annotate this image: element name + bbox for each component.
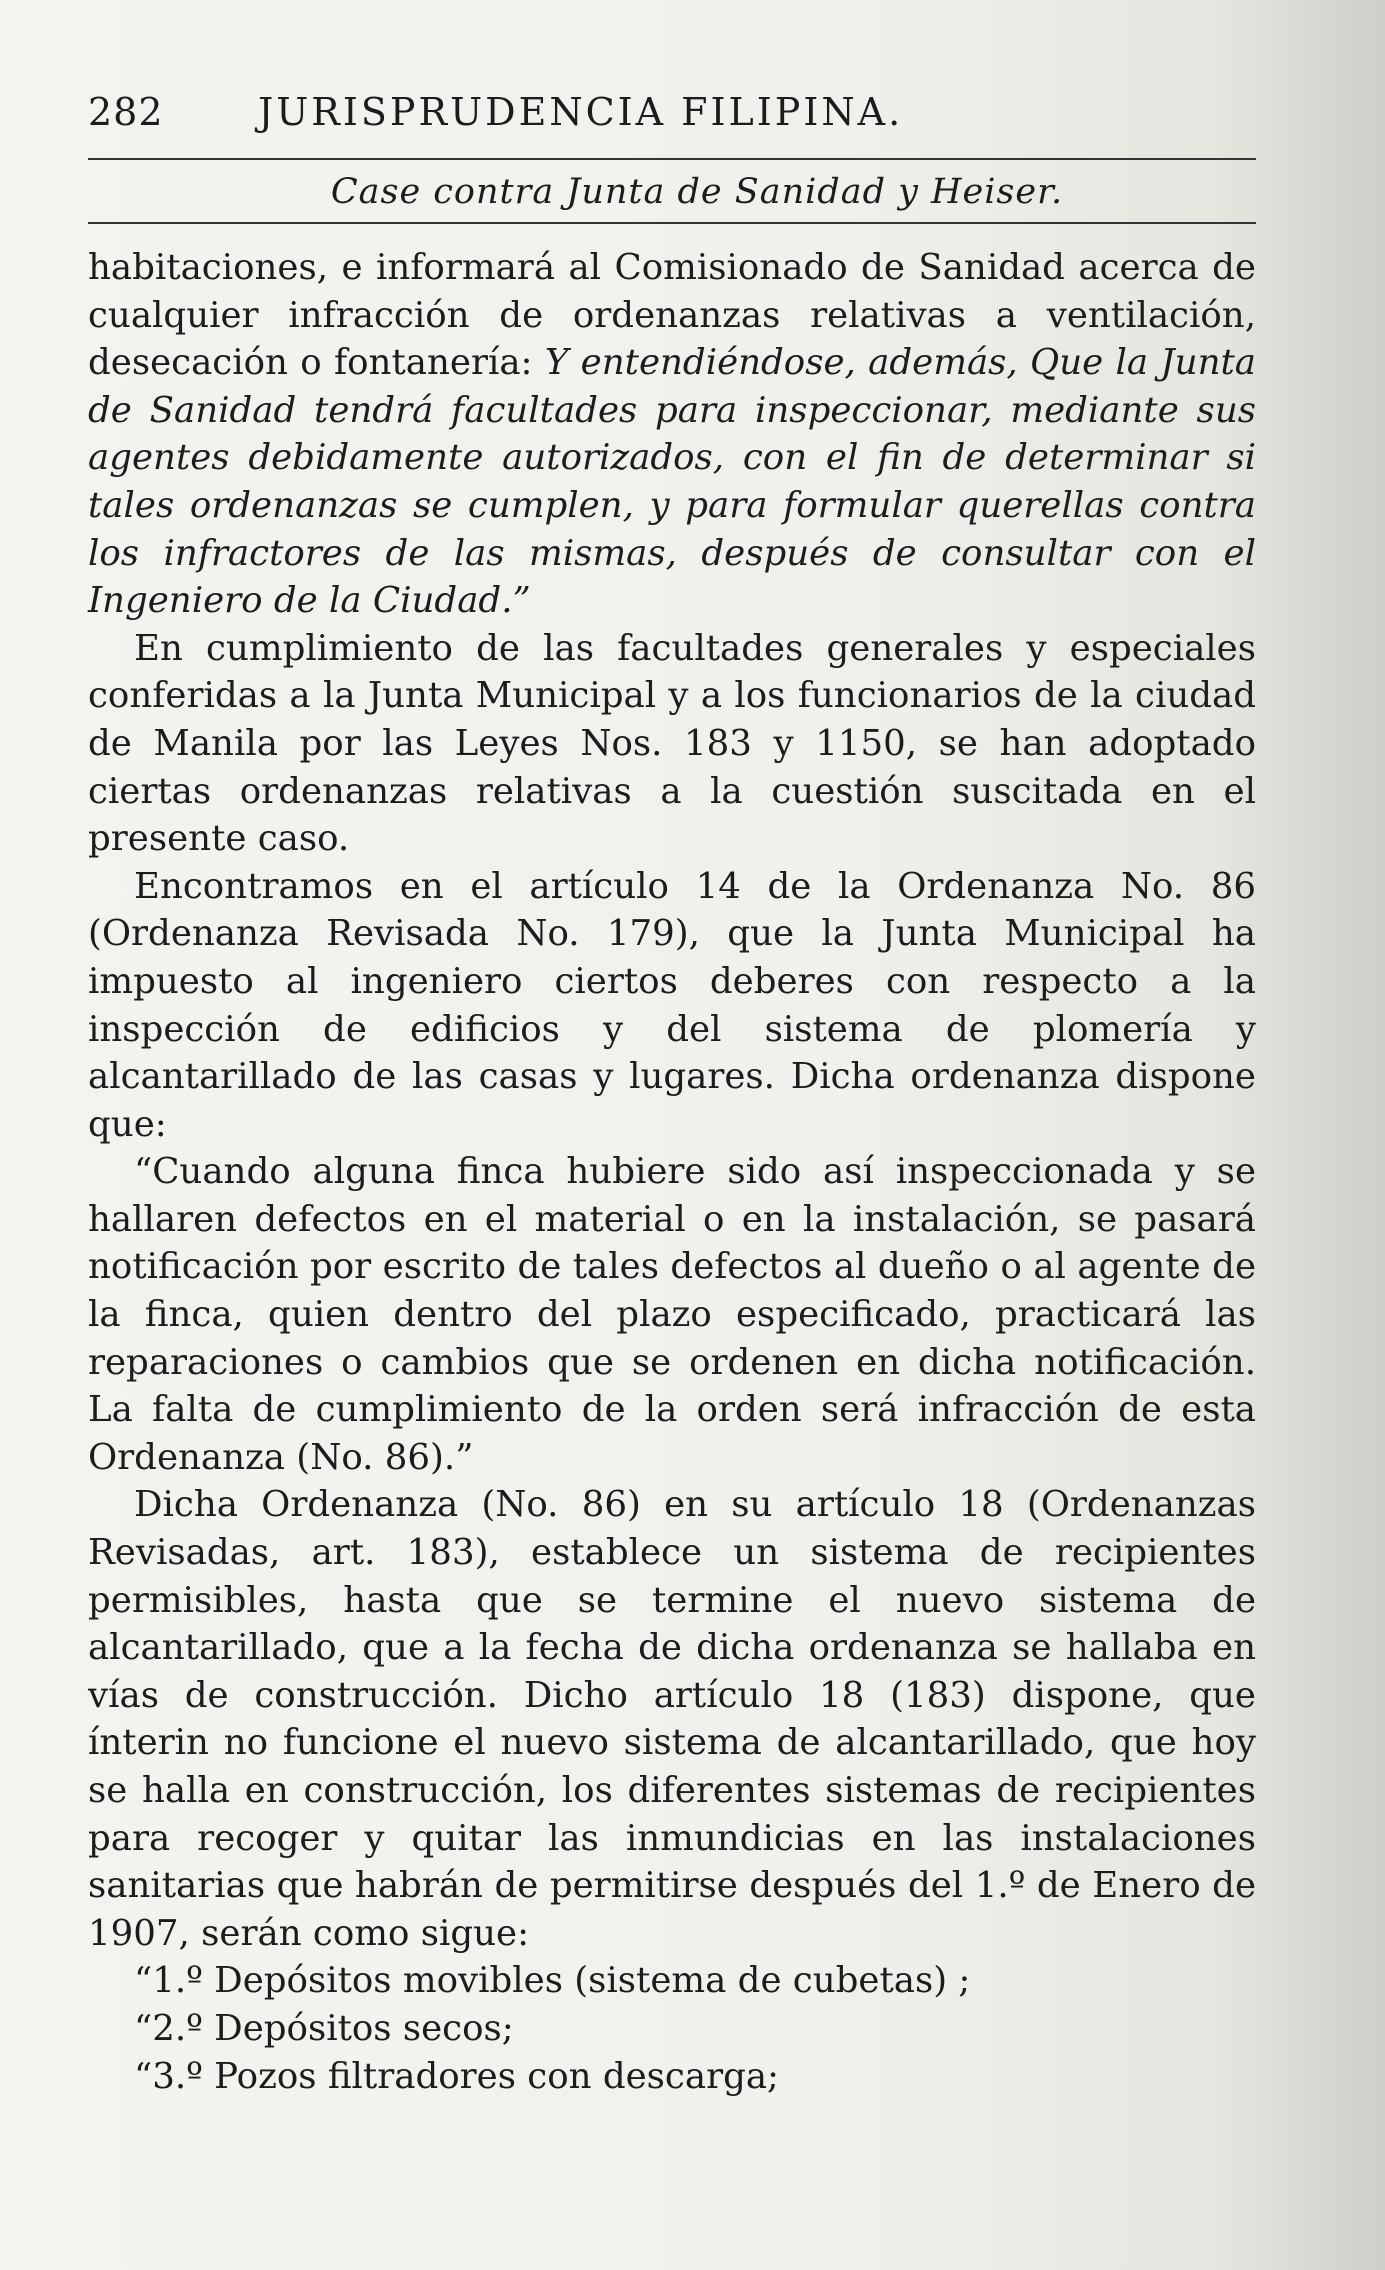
paragraph-5: Dicha Ordenanza (No. 86) en su artículo 18 (Ordenanzas Revisadas, art. 183), establece un sistema de recipientes permisibles, hasta que se termine el nuevo sistema de alcantarillado, que a la fecha de dicha ordenanza se hallaba en vías de construcción. Dicho artículo 18 (183) dispone, que ínterin no funcione el nuevo sistema de alcantarillado, que hoy se halla en construcción, los diferentes sistemas de recipientes para recoger y quitar las inmundicias en las instalaciones sanitarias que habrán de permitirse después del 1.º de Enero de 1907, serán como sigue: bbox=[88, 1484, 1256, 1954]
book-page bbox=[88, 90, 1256, 2100]
list-item: “1.º Depósitos movibles (sistema de cubetas) ; bbox=[134, 1960, 971, 2002]
list-item: “2.º Depósitos secos; bbox=[134, 2007, 514, 2049]
page-number: 282 bbox=[88, 90, 164, 134]
paragraph-4-quote: “Cuando alguna finca hubiere sido así inspeccionada y se hallaren defectos en el material o en la instalación, se pasará notificación por escrito de tales defectos al dueño o al agente de la finca, quien dentro del plazo especificado, practicará las reparaciones o cambios que se ordenen en dicha notificación. La falta de cumplimiento de la orden será infracción de esta Ordenanza (No. 86).” bbox=[88, 1151, 1256, 1478]
paragraph-2: En cumplimiento de las facultades generales y especiales conferidas a la Junta Municipal y a los funcionarios de la ciudad de Manila por las Leyes Nos. 183 y 1150, se han adoptado ciertas ordenanzas relativas a la cuestión suscitada en el presente caso. bbox=[88, 627, 1256, 860]
body-text bbox=[88, 244, 1256, 2100]
header-rule-top bbox=[88, 158, 1256, 160]
paragraph-1-italic: Y entendiéndose, además, Que la Junta de Sanidad tendrá facultades para inspeccionar, mediante sus agentes debidamente autorizados, con el fin de determinar si tales ordenanzas se cumplen, y para formular querellas contra los infractores de las mismas, después de consultar con el Ingeniero de la Ciudad.” bbox=[88, 342, 1257, 622]
header-rule-bottom bbox=[88, 222, 1256, 224]
paragraph-3: Encontramos en el artículo 14 de la Ordenanza No. 86 (Ordenanza Revisada No. 179), que la Junta Municipal ha impuesto al ingeniero ciertos deberes con respecto a la inspección de edificios y del sistema de plomería y alcantarillado de las casas y lugares. Dicha ordenanza dispone que: bbox=[88, 865, 1256, 1145]
journal-title: JURISPRUDENCIA FILIPINA. bbox=[258, 90, 904, 134]
paragraph-1-roman: habitaciones, e informará al Comisionado de Sanidad acerca de cualquier infracción de ordenanzas relativas a ventilación, desecación o fontanería: bbox=[88, 247, 1256, 384]
paragraph-1 bbox=[88, 244, 1256, 625]
case-title: Case contra Junta de Sanidad y Heiser. bbox=[330, 172, 1064, 212]
list-item: “3.º Pozos filtradores con descarga; bbox=[134, 2055, 780, 2097]
running-head bbox=[88, 90, 1256, 150]
